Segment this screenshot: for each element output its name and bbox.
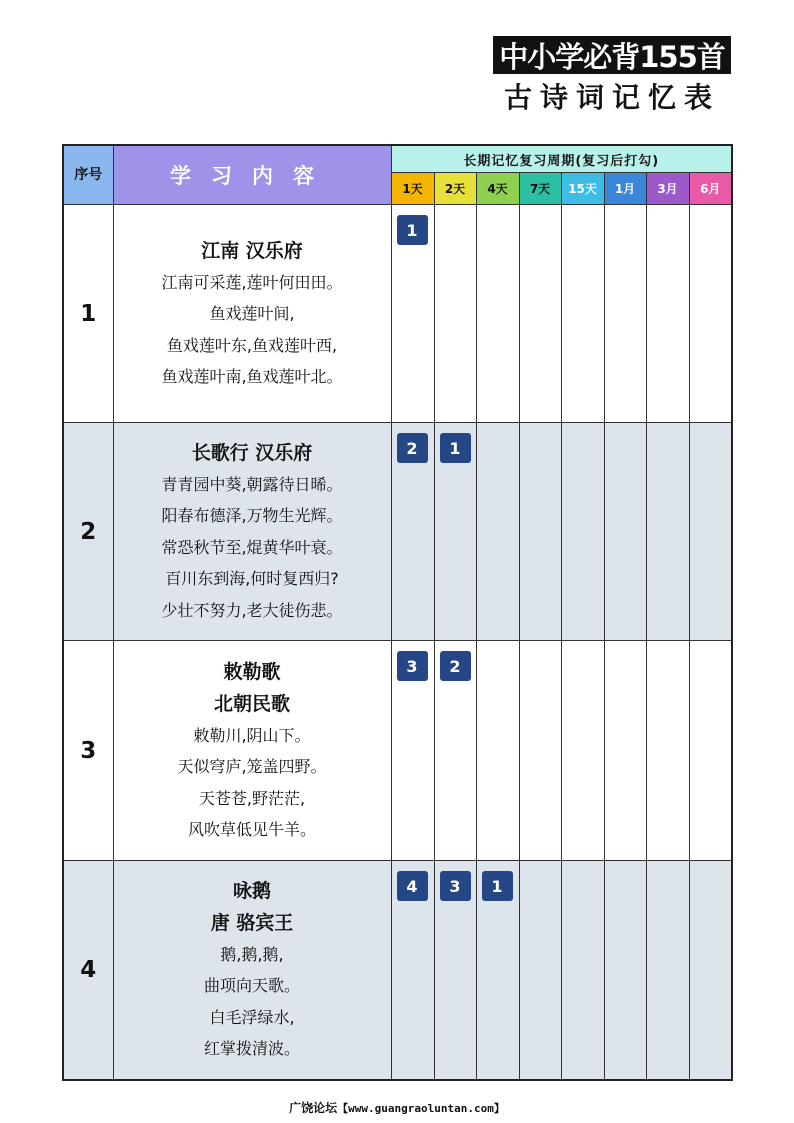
review-checkbox-cell[interactable] bbox=[561, 205, 604, 423]
day-header-1: 2天 bbox=[434, 173, 476, 205]
review-checkbox-cell[interactable] bbox=[434, 641, 476, 861]
poem-content bbox=[113, 423, 391, 641]
review-checkbox-cell[interactable] bbox=[519, 205, 561, 423]
review-checkbox-cell[interactable] bbox=[476, 641, 519, 861]
row-number: 3 bbox=[63, 641, 113, 861]
table-row bbox=[63, 861, 732, 1080]
review-checkbox-cell[interactable] bbox=[434, 861, 476, 1080]
review-checkbox-cell[interactable] bbox=[561, 423, 604, 641]
poem-title: 敕勒歌 bbox=[223, 660, 281, 683]
page-subtitle: 古诗词记忆表 bbox=[503, 81, 720, 114]
footer-link[interactable]: 【www.guangraoluntan.com】 bbox=[337, 1102, 505, 1115]
poem-title: 咏鹅 bbox=[232, 879, 271, 902]
poem-line: 敕勒川,阴山下。 bbox=[193, 725, 311, 745]
poem-content bbox=[113, 641, 391, 861]
poem-line: 鱼戏莲叶南,鱼戏莲叶北。 bbox=[161, 367, 343, 386]
review-checkbox-cell[interactable] bbox=[519, 423, 561, 641]
poem-line: 常恐秋节至,焜黄华叶衰。 bbox=[161, 537, 343, 557]
review-checkbox-cell[interactable] bbox=[476, 205, 519, 423]
poem-line: 江南可采莲,莲叶何田田。 bbox=[161, 272, 343, 292]
review-checkbox-cell[interactable] bbox=[646, 205, 689, 423]
review-checkbox-cell[interactable] bbox=[689, 641, 732, 861]
review-count-badge: 2 bbox=[440, 651, 471, 681]
table-row bbox=[63, 423, 732, 641]
day-header-2: 4天 bbox=[476, 173, 519, 205]
review-checkbox-cell[interactable] bbox=[476, 861, 519, 1080]
review-checkbox-cell[interactable] bbox=[604, 861, 646, 1080]
review-checkbox-cell[interactable] bbox=[391, 641, 434, 861]
poem-line: 曲项向天歌。 bbox=[203, 976, 300, 996]
poem-line: 天似穹庐,笼盖四野。 bbox=[177, 757, 327, 776]
review-count-badge: 1 bbox=[397, 215, 428, 245]
footer bbox=[0, 1099, 794, 1116]
review-checkbox-cell[interactable] bbox=[519, 861, 561, 1080]
poem-line: 红掌拨清波。 bbox=[203, 1039, 300, 1059]
table-row bbox=[63, 205, 732, 423]
review-checkbox-cell[interactable] bbox=[561, 641, 604, 861]
day-header-7: 6月 bbox=[689, 173, 732, 205]
review-checkbox-cell[interactable] bbox=[434, 205, 476, 423]
day-header-5: 1月 bbox=[604, 173, 646, 205]
poem-line: 白毛浮绿水, bbox=[209, 1007, 295, 1027]
review-count-badge: 3 bbox=[440, 871, 471, 901]
review-checkbox-cell[interactable] bbox=[561, 861, 604, 1080]
poem-content bbox=[113, 205, 391, 423]
review-checkbox-cell[interactable] bbox=[391, 861, 434, 1080]
content-header: 学习内容 bbox=[113, 145, 391, 205]
day-header-3: 7天 bbox=[519, 173, 561, 205]
review-count-badge: 4 bbox=[397, 871, 428, 901]
page-title: 中小学必背155首 bbox=[493, 36, 731, 74]
poem-line: 风吹草低见牛羊。 bbox=[187, 820, 316, 839]
poem-title: 江南 汉乐府 bbox=[201, 239, 303, 262]
memory-table bbox=[62, 144, 733, 1081]
review-checkbox-cell[interactable] bbox=[604, 423, 646, 641]
poem-line: 百川东到海,何时复西归? bbox=[165, 569, 339, 589]
review-checkbox-cell[interactable] bbox=[604, 641, 646, 861]
poem-line: 阳春布德泽,万物生光辉。 bbox=[161, 506, 343, 526]
row-number: 2 bbox=[63, 423, 113, 641]
poem-title: 长歌行 汉乐府 bbox=[191, 441, 313, 464]
poem-line: 天苍苍,野茫茫, bbox=[198, 788, 306, 808]
poem-line: 鱼戏莲叶东,鱼戏莲叶西, bbox=[166, 335, 338, 355]
poem-title: 北朝民歌 bbox=[213, 692, 290, 715]
poem-title: 唐 骆宾王 bbox=[210, 911, 294, 934]
review-count-badge: 3 bbox=[397, 651, 428, 681]
review-count-badge: 1 bbox=[440, 433, 471, 463]
review-checkbox-cell[interactable] bbox=[519, 641, 561, 861]
day-header-6: 3月 bbox=[646, 173, 689, 205]
review-checkbox-cell[interactable] bbox=[689, 205, 732, 423]
review-checkbox-cell[interactable] bbox=[391, 205, 434, 423]
review-count-badge: 1 bbox=[482, 871, 513, 901]
poem-line: 鹅,鹅,鹅, bbox=[220, 944, 284, 964]
poem-line: 少壮不努力,老大徒伤悲。 bbox=[161, 600, 343, 620]
number-header: 序号 bbox=[63, 145, 113, 205]
review-checkbox-cell[interactable] bbox=[604, 205, 646, 423]
table-row bbox=[63, 641, 732, 861]
poem-line: 鱼戏莲叶间, bbox=[209, 304, 295, 323]
review-checkbox-cell[interactable] bbox=[689, 423, 732, 641]
review-checkbox-cell[interactable] bbox=[689, 861, 732, 1080]
review-checkbox-cell[interactable] bbox=[476, 423, 519, 641]
review-checkbox-cell[interactable] bbox=[646, 861, 689, 1080]
review-checkbox-cell[interactable] bbox=[434, 423, 476, 641]
poem-content bbox=[113, 861, 391, 1080]
review-cycle-header: 长期记忆复习周期(复习后打勾) bbox=[391, 145, 732, 173]
review-checkbox-cell[interactable] bbox=[646, 423, 689, 641]
day-header-0: 1天 bbox=[391, 173, 434, 205]
day-header-4: 15天 bbox=[561, 173, 604, 205]
row-number: 1 bbox=[63, 205, 113, 423]
footer-site-name: 广饶论坛 bbox=[289, 1101, 338, 1115]
poem-line: 青青园中葵,朝露待日晞。 bbox=[161, 474, 343, 494]
row-number: 4 bbox=[63, 861, 113, 1080]
review-checkbox-cell[interactable] bbox=[391, 423, 434, 641]
review-checkbox-cell[interactable] bbox=[646, 641, 689, 861]
review-count-badge: 2 bbox=[397, 433, 428, 463]
